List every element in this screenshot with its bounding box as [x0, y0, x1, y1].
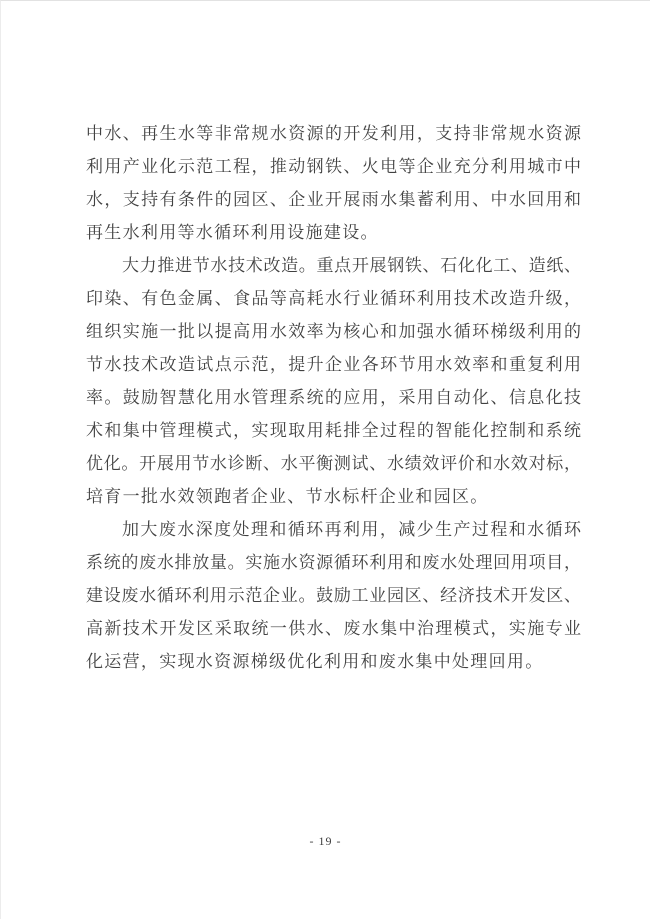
paragraph [86, 513, 581, 678]
page-number: - 19 - [309, 834, 342, 848]
text-line: 大力推进节水技术改造。重点开展钢铁、石化化工、造纸、 [122, 256, 581, 275]
text-line: 组织实施一批以提高用水效率为核心和加强水循环梯级利用的 [86, 322, 581, 341]
text-line: 加大废水深度处理和循环再利用，减少生产过程和水循环 [122, 520, 581, 539]
text-line: 利用产业化示范工程，推动钢铁、火电等企业充分利用城市中 [86, 157, 581, 176]
text-line: 率。鼓励智慧化用水管理系统的应用，采用自动化、信息化技 [86, 388, 581, 407]
text-line: 化运营，实现水资源梯级优化利用和废水集中处理回用。 [86, 652, 544, 671]
text-line: 中水、再生水等非常规水资源的开发利用，支持非常规水资源 [86, 124, 581, 143]
text-line: 建设废水循环利用示范企业。鼓励工业园区、经济技术开发区、 [86, 586, 581, 605]
text-line: 培育一批水效领跑者企业、节水标杆企业和园区。 [86, 487, 489, 506]
text-line: 印染、有色金属、食品等高耗水行业循环利用技术改造升级， [86, 289, 581, 308]
text-line: 再生水利用等水循环利用设施建设。 [86, 223, 379, 242]
paragraph [86, 117, 581, 249]
text-line: 优化。开展用节水诊断、水平衡测试、水绩效评价和水效对标， [86, 454, 581, 473]
text-line: 术和集中管理模式，实现取用耗排全过程的智能化控制和系统 [86, 421, 581, 440]
body-text [86, 117, 581, 678]
text-line: 水，支持有条件的园区、企业开展雨水集蓄利用、中水回用和 [86, 190, 581, 209]
paragraph [86, 249, 581, 513]
text-line: 节水技术改造试点示范，提升企业各环节用水效率和重复利用 [86, 355, 581, 374]
text-line: 高新技术开发区采取统一供水、废水集中治理模式，实施专业 [86, 619, 581, 638]
text-line: 系统的废水排放量。实施水资源循环利用和废水处理回用项目， [86, 553, 581, 572]
